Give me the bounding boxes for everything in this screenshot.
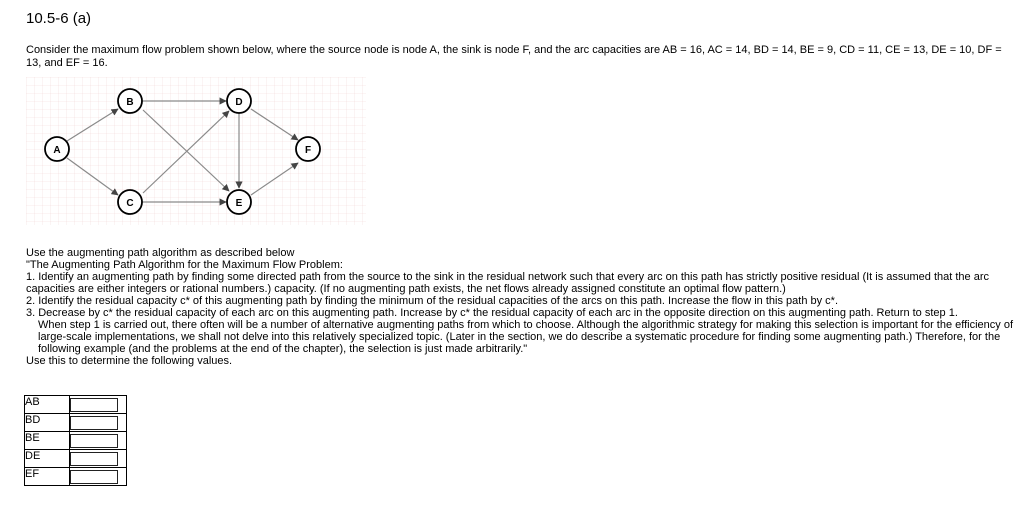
arc-label-bd: BD <box>25 414 70 432</box>
node-d-label: D <box>235 97 243 108</box>
network-diagram <box>26 77 366 225</box>
node-b-label: B <box>126 97 134 108</box>
algorithm-description <box>26 247 1016 367</box>
arc-label-ef: EF <box>25 468 70 486</box>
step-2: 2. Identify the residual capacity c* of this augmenting path by finding the minimum of the residual capacities of the arcs on this path. Increase the flow in this path by c*. <box>26 295 839 307</box>
arc-label-be: BE <box>25 432 70 450</box>
answer-input-ab[interactable] <box>70 398 118 412</box>
answer-row <box>25 414 127 432</box>
answer-row <box>25 432 127 450</box>
closing-instruction: Use this to determine the following values. <box>26 355 233 367</box>
node-c-label: C <box>126 198 134 209</box>
instruction-line: Use the augmenting path algorithm as described below <box>26 247 295 259</box>
arc-label-ab: AB <box>25 396 70 414</box>
selection-note: When step 1 is carried out, there often will be a number of alternative augmenting paths from which to choose. Although the algorithmic strategy for making this selection is important for the efficiency of large-scale implementations, we shall not delve into this relatively specialized topic. (Later in the section, we do describe a systematic procedure for finding some augmenting path.) Therefore, for the following example (and the problems at the end of the chapter), the selection is just made arbitrarily." <box>38 319 1014 355</box>
step-3: 3. Decrease by c* the residual capacity of each arc on this augmenting path. Increase by c* the residual capacity of each arc in the opposite direction on this augmenting path. Return to step 1. <box>26 307 958 319</box>
problem-statement: Consider the maximum flow problem shown below, where the source node is node A, the sink is node F, and the arc capacities are AB = 16, AC = 14, BD = 14, BE = 9, CD = 11, CE = 13, DE = 10, DF = 13, and EF = 16. <box>26 44 1002 69</box>
answer-row <box>25 468 127 486</box>
answer-input-de[interactable] <box>70 452 118 466</box>
answer-row <box>25 396 127 414</box>
answer-row <box>25 450 127 468</box>
answer-input-ef[interactable] <box>70 470 118 484</box>
node-a-label: A <box>53 145 61 156</box>
step-1: 1. Identify an augmenting path by finding some directed path from the source to the sink in the residual network such that every arc on this path has strictly positive residual (It is assumed that the arc capacities are either integers or rational numbers.) capacity. (If no augmenting path exists, the net flows already assigned constitute an optimal flow pattern.) <box>26 271 990 295</box>
node-f-label: F <box>304 145 312 156</box>
answer-input-be[interactable] <box>70 434 118 448</box>
answer-input-bd[interactable] <box>70 416 118 430</box>
algorithm-title: "The Augmenting Path Algorithm for the Maximum Flow Problem: <box>26 259 343 271</box>
question-title: 10.5-6 (a) <box>26 10 92 27</box>
answer-table <box>24 395 127 486</box>
arc-label-de: DE <box>25 450 70 468</box>
node-e-label: E <box>235 198 243 209</box>
